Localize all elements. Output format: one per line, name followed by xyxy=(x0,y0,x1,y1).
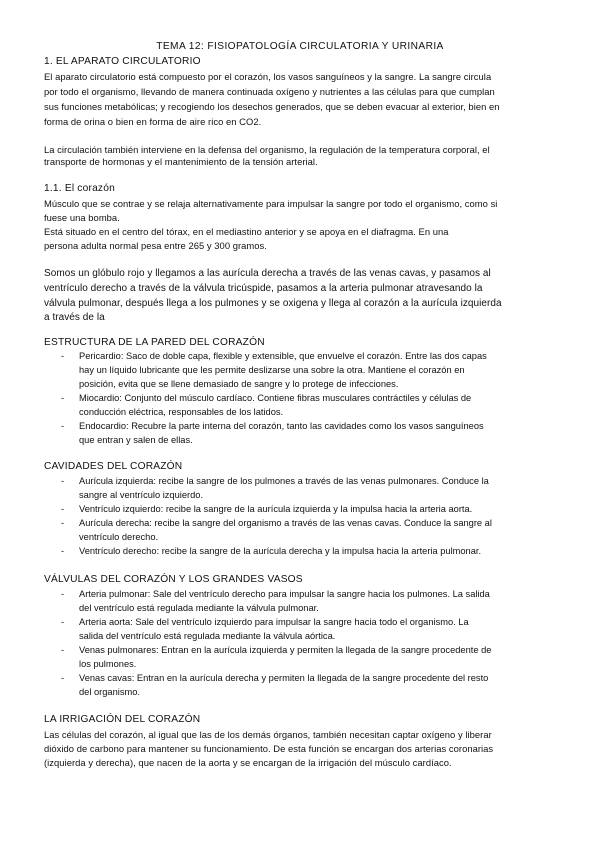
list-item-line: que entran y salen de ellas. xyxy=(79,435,193,445)
bullet-marker: - xyxy=(61,645,65,655)
paragraph-line: sus funciones metabólicas; y recogiendo los desechos generados, que se deben evacuar al exterior, bien en xyxy=(44,101,500,112)
paragraph-line: Músculo que se contrae y se relaja alternativamente para impulsar la sangre por todo el organismo, como si xyxy=(44,198,498,209)
list-item-line: del organismo. xyxy=(79,687,140,697)
list-item-line: Pericardio: Saco de doble capa, flexible y extensible, que envuelve el corazón. Entre las dos capas xyxy=(79,351,487,361)
list-item-line: los pulmones. xyxy=(79,659,137,669)
bullet-marker: - xyxy=(61,421,65,431)
section-heading-cavidades: CAVIDADES DEL CORAZÓN xyxy=(44,461,183,472)
paragraph-line: forma de orina o bien en forma de aire rico en CO2. xyxy=(44,116,262,127)
list-item-line: hay un líquido lubricante que les permite deslizarse una sobre la otra. Mantiene el corazón en xyxy=(79,365,465,375)
list-item-line: Arteria pulmonar: Sale del ventrículo derecho para impulsar la sangre hacia los pulmones. La salida xyxy=(79,589,490,599)
paragraph-line: a través de la xyxy=(44,312,105,323)
list-item-line: conducción eléctrica, responsables de los latidos. xyxy=(79,407,284,417)
paragraph-line: Está situado en el centro del tórax, en el mediastino anterior y se apoya en el diafragma. En una xyxy=(44,226,449,237)
paragraph-line: La circulación también interviene en la defensa del organismo, la regulación de la temperatura corporal, el xyxy=(44,144,490,155)
list-item-line: sangre al ventrículo izquierdo. xyxy=(79,490,204,500)
list-item-line: Aurícula derecha: recibe la sangre del organismo a través de las venas cavas. Conduce la sangre al xyxy=(79,518,492,528)
list-item-line: Venas pulmonares: Entran en la aurícula izquierda y permiten la llegada de la sangre procedente de xyxy=(79,645,492,655)
paragraph-line: dióxido de carbono para mantener su funcionamiento. De esta función se encargan dos arterias coronarias xyxy=(44,743,494,754)
paragraph-line: transporte de hormonas y el mantenimiento de la tensión arterial. xyxy=(44,156,318,167)
bullet-marker: - xyxy=(61,673,65,683)
paragraph-line: El aparato circulatorio está compuesto por el corazón, los vasos sanguíneos y la sangre. La sangre circula xyxy=(44,71,492,82)
section-heading-valvulas: VÁLVULAS DEL CORAZÓN Y LOS GRANDES VASOS xyxy=(44,574,303,585)
list-item-line: Ventrículo izquierdo: recibe la sangre de la aurícula izquierda y la impulsa hacia la arteria aorta. xyxy=(79,504,473,514)
section-heading-corazon: 1.1. El corazón xyxy=(44,183,115,194)
section-heading-aparato-circulatorio: 1. EL APARATO CIRCULATORIO xyxy=(44,56,201,67)
list-item-line: salida del ventrículo está regulada mediante la válvula aórtica. xyxy=(79,631,336,641)
paragraph-line: por todo el organismo, llevando de manera continuada oxígeno y nutrientes a las células para que cumplan xyxy=(44,86,495,97)
list-item-line: Arteria aorta: Sale del ventrículo izquierdo para impulsar la sangre hacia todo el organismo. La xyxy=(79,617,469,627)
bullet-marker: - xyxy=(61,518,65,528)
bullet-marker: - xyxy=(61,504,65,514)
bullet-marker: - xyxy=(61,546,65,556)
paragraph-line: persona adulta normal pesa entre 265 y 300 gramos. xyxy=(44,240,267,251)
list-item-line: del ventrículo está regulada mediante la válvula pulmonar. xyxy=(79,603,319,613)
paragraph-line: ventrículo derecho a través de la válvula tricúspide, pasamos a la arteria pulmonar atravesando la xyxy=(44,283,483,294)
bullet-marker: - xyxy=(61,351,65,361)
list-item-line: Venas cavas: Entran en la aurícula derecha y permiten la llegada de la sangre procedente del resto xyxy=(79,673,489,683)
document-title: TEMA 12: FISIOPATOLOGÍA CIRCULATORIA Y URINARIA xyxy=(156,41,444,52)
bullet-marker: - xyxy=(61,617,65,627)
list-item-line: Miocardio: Conjunto del músculo cardíaco. Contiene fibras musculares contráctiles y células de xyxy=(79,393,472,403)
paragraph-line: fuese una bomba. xyxy=(44,212,120,223)
list-item-line: Endocardio: Recubre la parte interna del corazón, tanto las cavidades como los vasos sanguíneos xyxy=(79,421,484,431)
list-item-line: Ventrículo derecho: recibe la sangre de la aurícula derecha y la impulsa hacia la arteria pulmonar. xyxy=(79,546,482,556)
list-item-line: Aurícula izquierda: recibe la sangre de los pulmones a través de las venas pulmonares. Conduce la xyxy=(79,476,489,486)
bullet-marker: - xyxy=(61,589,65,599)
bullet-marker: - xyxy=(61,476,65,486)
paragraph-line: válvula pulmonar, después llega a los pulmones y se oxigena y llega al corazón a la aurícula izquierda xyxy=(44,298,502,309)
paragraph-line: Las células del corazón, al igual que las de los demás órganos, también necesitan captar oxígeno y liberar xyxy=(44,729,492,740)
section-heading-estructura: ESTRUCTURA DE LA PARED DEL CORAZÓN xyxy=(44,337,265,348)
section-heading-irrigacion: LA IRRIGACIÓN DEL CORAZÓN xyxy=(44,714,201,725)
paragraph-line: Somos un glóbulo rojo y llegamos a las aurícula derecha a través de las venas cavas, y pasamos al xyxy=(44,268,491,279)
list-item-line: posición, evita que se llene demasiado de sangre y lo protege de infecciones. xyxy=(79,379,399,389)
bullet-marker: - xyxy=(61,393,65,403)
list-item-line: ventrículo derecho. xyxy=(79,532,159,542)
paragraph-line: (izquierda y derecha), que nacen de la aorta y se encargan de la irrigación del músculo cardíaco. xyxy=(44,757,452,768)
